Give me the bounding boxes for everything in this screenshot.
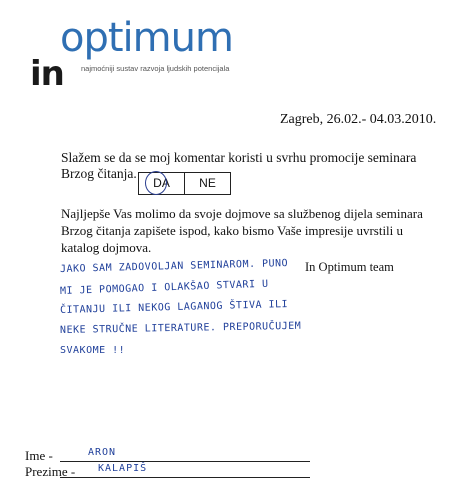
surname-field[interactable]: KALAPIŠ (98, 463, 148, 474)
logo-prefix-text: in (30, 54, 64, 94)
name-label: Ime - (25, 448, 53, 463)
date-line: Zagreb, 26.02.- 04.03.2010. (280, 112, 437, 127)
logo-brand-text: optimum (60, 15, 233, 61)
surname-label: Prezime - (25, 464, 76, 479)
selection-circle-mark (145, 171, 167, 195)
name-field[interactable]: ARON (88, 447, 117, 458)
surname-underline (60, 477, 310, 478)
handwritten-comment-line: MI JE POMOGAO I OLAKŠAO STVARI U (59, 278, 269, 297)
in-optimum-logo (14, 4, 294, 94)
yes-checkbox[interactable]: DA (138, 172, 185, 195)
handwritten-comment-line: SVAKOME !! (60, 345, 126, 356)
handwritten-comment-line: ČITANJU ILI NEKOG LAGANOG ŠTIVA ILI (59, 299, 289, 316)
consent-text: Slažem se da se moj komentar koristi u svrhu promocije seminara Brzog čitanja. (61, 150, 417, 181)
signoff-text: In Optimum team (305, 260, 394, 274)
no-checkbox[interactable]: NE (184, 172, 231, 195)
request-text: Najljepše Vas molimo da svoje dojmove sa službenog dijela seminara Brzog čitanja zapišete ispod, kako bismo Vaše impresije uvrstili u katalog dojmova. (61, 206, 423, 255)
handwritten-comment-line: NEKE STRUČNE LITERATURE. PREPORUČUJEM (59, 320, 302, 336)
handwritten-comment-line: JAKO SAM ZADOVOLJAN SEMINAROM. PUNO (59, 258, 289, 275)
logo-tagline: najmoćniji sustav razvoja ljudskih potencijala (81, 64, 230, 73)
name-underline (60, 461, 310, 462)
